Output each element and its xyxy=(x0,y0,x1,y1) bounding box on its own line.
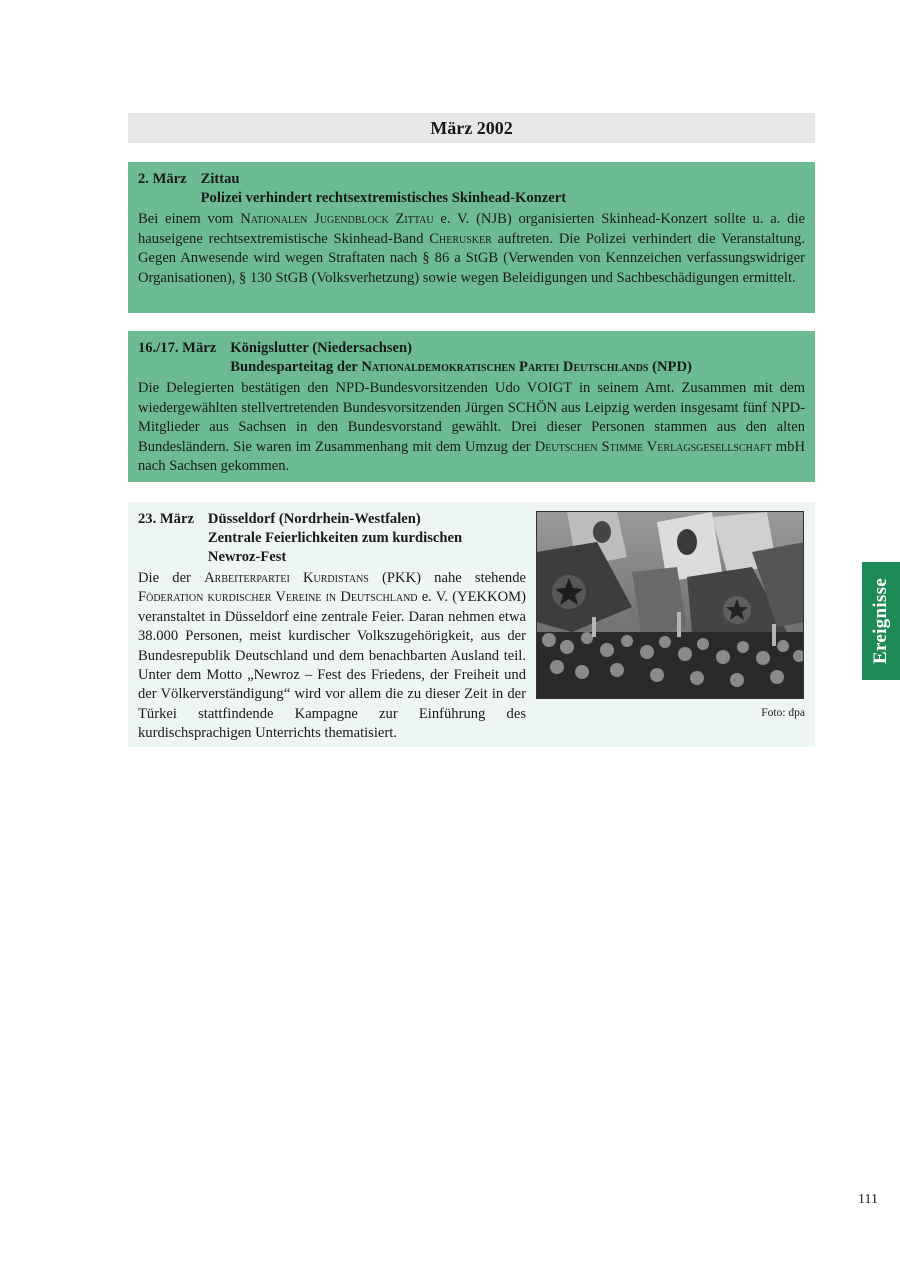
body-segment: Bei einem vom xyxy=(138,211,241,227)
page-number: 111 xyxy=(858,1192,878,1207)
entry-headline-line1: Zentrale Feierlichkeiten zum kurdischen xyxy=(207,530,463,546)
body-segment: Die Delegierten bestätigen den NPD-Bundesvorsitzenden Udo VOIGT in seinem Amt. Zusammen mit dem wiedergewählten stellvertretenden Bundesvorsitzenden Jürgen SCHÖN aus Leipzig werden insgesamt fünf NPD-Mitglieder aus Sachsen in den Bundesvorstand gewählt. Drei dieser Personen stammen aus den alten Bundesländern. Sie waren im Zusammenhang mit dem Umzug der xyxy=(138,380,805,455)
event-entry-koenigslutter xyxy=(128,331,815,482)
body-segment: e. V. (NJB) organisierten Skinhead-Konzert sollte u. a. die hauseigene rechtsextremistische Skinhead-Band xyxy=(138,211,805,247)
section-tab-ereignisse xyxy=(862,562,900,680)
month-header xyxy=(128,113,815,143)
event-entry-duesseldorf xyxy=(128,502,815,747)
news-photo xyxy=(536,511,804,699)
body-segment: mbH nach Sachsen gekommen. xyxy=(138,438,805,474)
body-segment: auftreten. Die Polizei verhindert die Veranstaltung. Gegen Anwesende wird wegen Straftaten nach § 86 a StGB (Verwenden von Kennzeichen verfassungswidriger Organisationen), § 130 StGB (Volksverhetzung) sowie wegen Beleidigungen und Sachbeschädigungen ermittelt. xyxy=(138,230,805,286)
entry-place: Düsseldorf (Nordrhein-Westfalen) xyxy=(207,511,421,527)
entry-heading xyxy=(138,339,805,377)
body-segment: e. V. (YEKKOM) veranstaltet in Düsseldorf eine zentrale Feier. Daran nehmen etwa 38.000 Personen, meist kurdischer Volkszugehörigkeit, aus der Bundesrepublik Deutschland und dem benachbarten Ausland teil. Unter dem Motto „Newroz – Fest des Friedens, der Freiheit und der Völkerverständigung“ wird vor allem die zu dieser Zeit in der Türkei stattfindende Kampagne zur Einführung des kurdischsprachigen Unterrichts thematisiert. xyxy=(138,589,526,742)
photo-caption: Foto: dpa xyxy=(761,707,805,719)
body-segment: Die der xyxy=(138,570,205,586)
band-name: Cherusker xyxy=(429,230,492,247)
entry-headline: Polizei verhindert rechtsextremistisches Skinhead-Konzert xyxy=(200,190,567,206)
body-segment: (PKK) nahe stehende xyxy=(368,570,526,586)
event-entry-zittau xyxy=(128,162,815,313)
organization-name: Deutschen Stimme Verlagsgesellschaft xyxy=(534,438,772,455)
entry-body xyxy=(138,379,805,477)
section-tab-label: Ereignisse xyxy=(870,577,892,665)
entry-headline-line2: Newroz-Fest xyxy=(207,549,287,565)
headline-segment: Bundesparteitag der xyxy=(230,359,362,375)
entry-place: Zittau xyxy=(200,171,240,187)
entry-date: 2. März xyxy=(138,171,187,187)
entry-text-column xyxy=(138,510,526,744)
headline-segment: (NPD) xyxy=(648,359,692,375)
entry-body xyxy=(138,210,805,288)
entry-heading xyxy=(138,170,805,208)
entry-body xyxy=(138,569,526,744)
entry-headline xyxy=(230,358,692,377)
month-title: März 2002 xyxy=(430,117,513,138)
entry-date: 23. März xyxy=(138,511,194,527)
organization-name: Föderation kurdischer Vereine in Deutschland xyxy=(138,589,418,606)
organization-name: Nationaldemokratischen Partei Deutschlands xyxy=(361,359,649,375)
entry-place: Königslutter (Niedersachsen) xyxy=(230,340,412,356)
entry-date: 16./17. März xyxy=(138,340,217,356)
crowd-with-flags-image xyxy=(537,512,804,699)
organization-name: Nationalen Jugendblock Zittau xyxy=(240,211,434,227)
organization-name: Arbeiterpartei Kurdistans xyxy=(204,570,369,586)
entry-heading xyxy=(138,510,526,567)
